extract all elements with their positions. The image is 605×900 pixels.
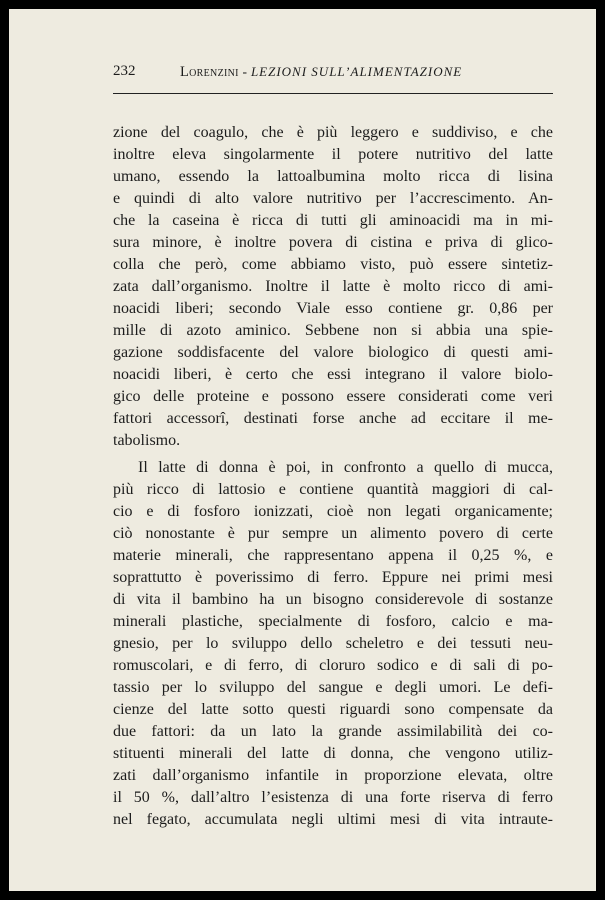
paragraph-1 xyxy=(113,122,553,452)
text-line: stituenti minerali del latte di donna, che vengono utiliz- xyxy=(113,745,553,762)
text-line: nel fegato, accumulata negli ultimi mesi di vita intraute- xyxy=(113,811,553,828)
text-line: il 50 %, dall’altro l’esistenza di una forte riserva di ferro xyxy=(113,789,553,806)
page-header xyxy=(113,63,553,91)
text-line: ciò nonostante è pur sempre un alimento povero di certe xyxy=(113,525,553,542)
text-line: fattori accessorî, destinati forse anche ad eccitare il me- xyxy=(113,410,553,427)
text-line: due fattori: da un lato la grande assimilabilità dei co- xyxy=(113,723,553,740)
text-line: tassio per lo sviluppo del sangue e degli umori. Le defi- xyxy=(113,679,553,696)
running-head xyxy=(180,64,462,81)
text-line: inoltre eleva singolarmente il potere nutritivo del latte xyxy=(113,146,553,163)
text-line: noacidi liberi; secondo Viale esso contiene gr. 0,86 per xyxy=(113,300,553,317)
text-line: gazione soddisfacente del valore biologico di questi ami- xyxy=(113,344,553,361)
running-head-separator: - xyxy=(238,64,251,79)
text-line: zati dall’organismo infantile in proporzione elevata, oltre xyxy=(113,767,553,784)
text-line: e quindi di alto valore nutritivo per l’accrescimento. An- xyxy=(113,190,553,207)
text-line: più ricco di lattosio e contiene quantità maggiori di cal- xyxy=(113,481,553,498)
header-rule xyxy=(113,93,553,94)
text-line: mille di azoto aminico. Sebbene non si abbia una spie- xyxy=(113,322,553,339)
text-line: sura minore, è inoltre povera di cistina e priva di glico- xyxy=(113,234,553,251)
text-line: cienze del latte sotto questi riguardi sono compensate da xyxy=(113,701,553,718)
book-page xyxy=(9,9,596,891)
text-line: zione del coagulo, che è più leggero e suddiviso, e che xyxy=(113,124,553,141)
text-line: di vita il bambino ha un bisogno considerevole di sostanze xyxy=(113,591,553,608)
text-line: gico delle proteine e possono essere considerati come veri xyxy=(113,388,553,405)
text-line: che la caseina è ricca di tutti gli aminoacidi ma in mi- xyxy=(113,212,553,229)
text-line: tabolismo. xyxy=(113,432,181,449)
running-head-author: Lorenzini xyxy=(180,64,239,80)
running-head-title: LEZIONI SULL’ALIMENTAZIONE xyxy=(250,64,463,79)
body-text xyxy=(113,122,553,831)
text-line: umano, essendo la lattoalbumina molto ricca di lisina xyxy=(113,168,553,185)
text-line: minerali plastiche, specialmente di fosforo, calcio e ma- xyxy=(113,613,553,630)
text-line: cio e di fosforo ionizzati, cioè non legati organicamente; xyxy=(113,503,553,520)
text-line: noacidi liberi, è certo che essi integrano il valore biolo- xyxy=(113,366,553,383)
text-line: colla che però, come abbiamo visto, può essere sintetiz- xyxy=(113,256,553,273)
text-line: soprattutto è poverissimo di ferro. Eppure nei primi mesi xyxy=(113,569,553,586)
paragraph-2 xyxy=(113,457,553,831)
text-line: gnesio, per lo sviluppo dello scheletro e dei tessuti neu- xyxy=(113,635,553,652)
text-line: zata dall’organismo. Inoltre il latte è molto ricco di ami- xyxy=(113,278,553,295)
text-line: Il latte di donna è poi, in confronto a quello di mucca, xyxy=(138,459,553,476)
text-line: materie minerali, che rappresentano appena il 0,25 %, e xyxy=(113,547,553,564)
page-number: 232 xyxy=(113,63,136,79)
text-line: romuscolari, e di ferro, di cloruro sodico e di sali di po- xyxy=(113,657,553,674)
